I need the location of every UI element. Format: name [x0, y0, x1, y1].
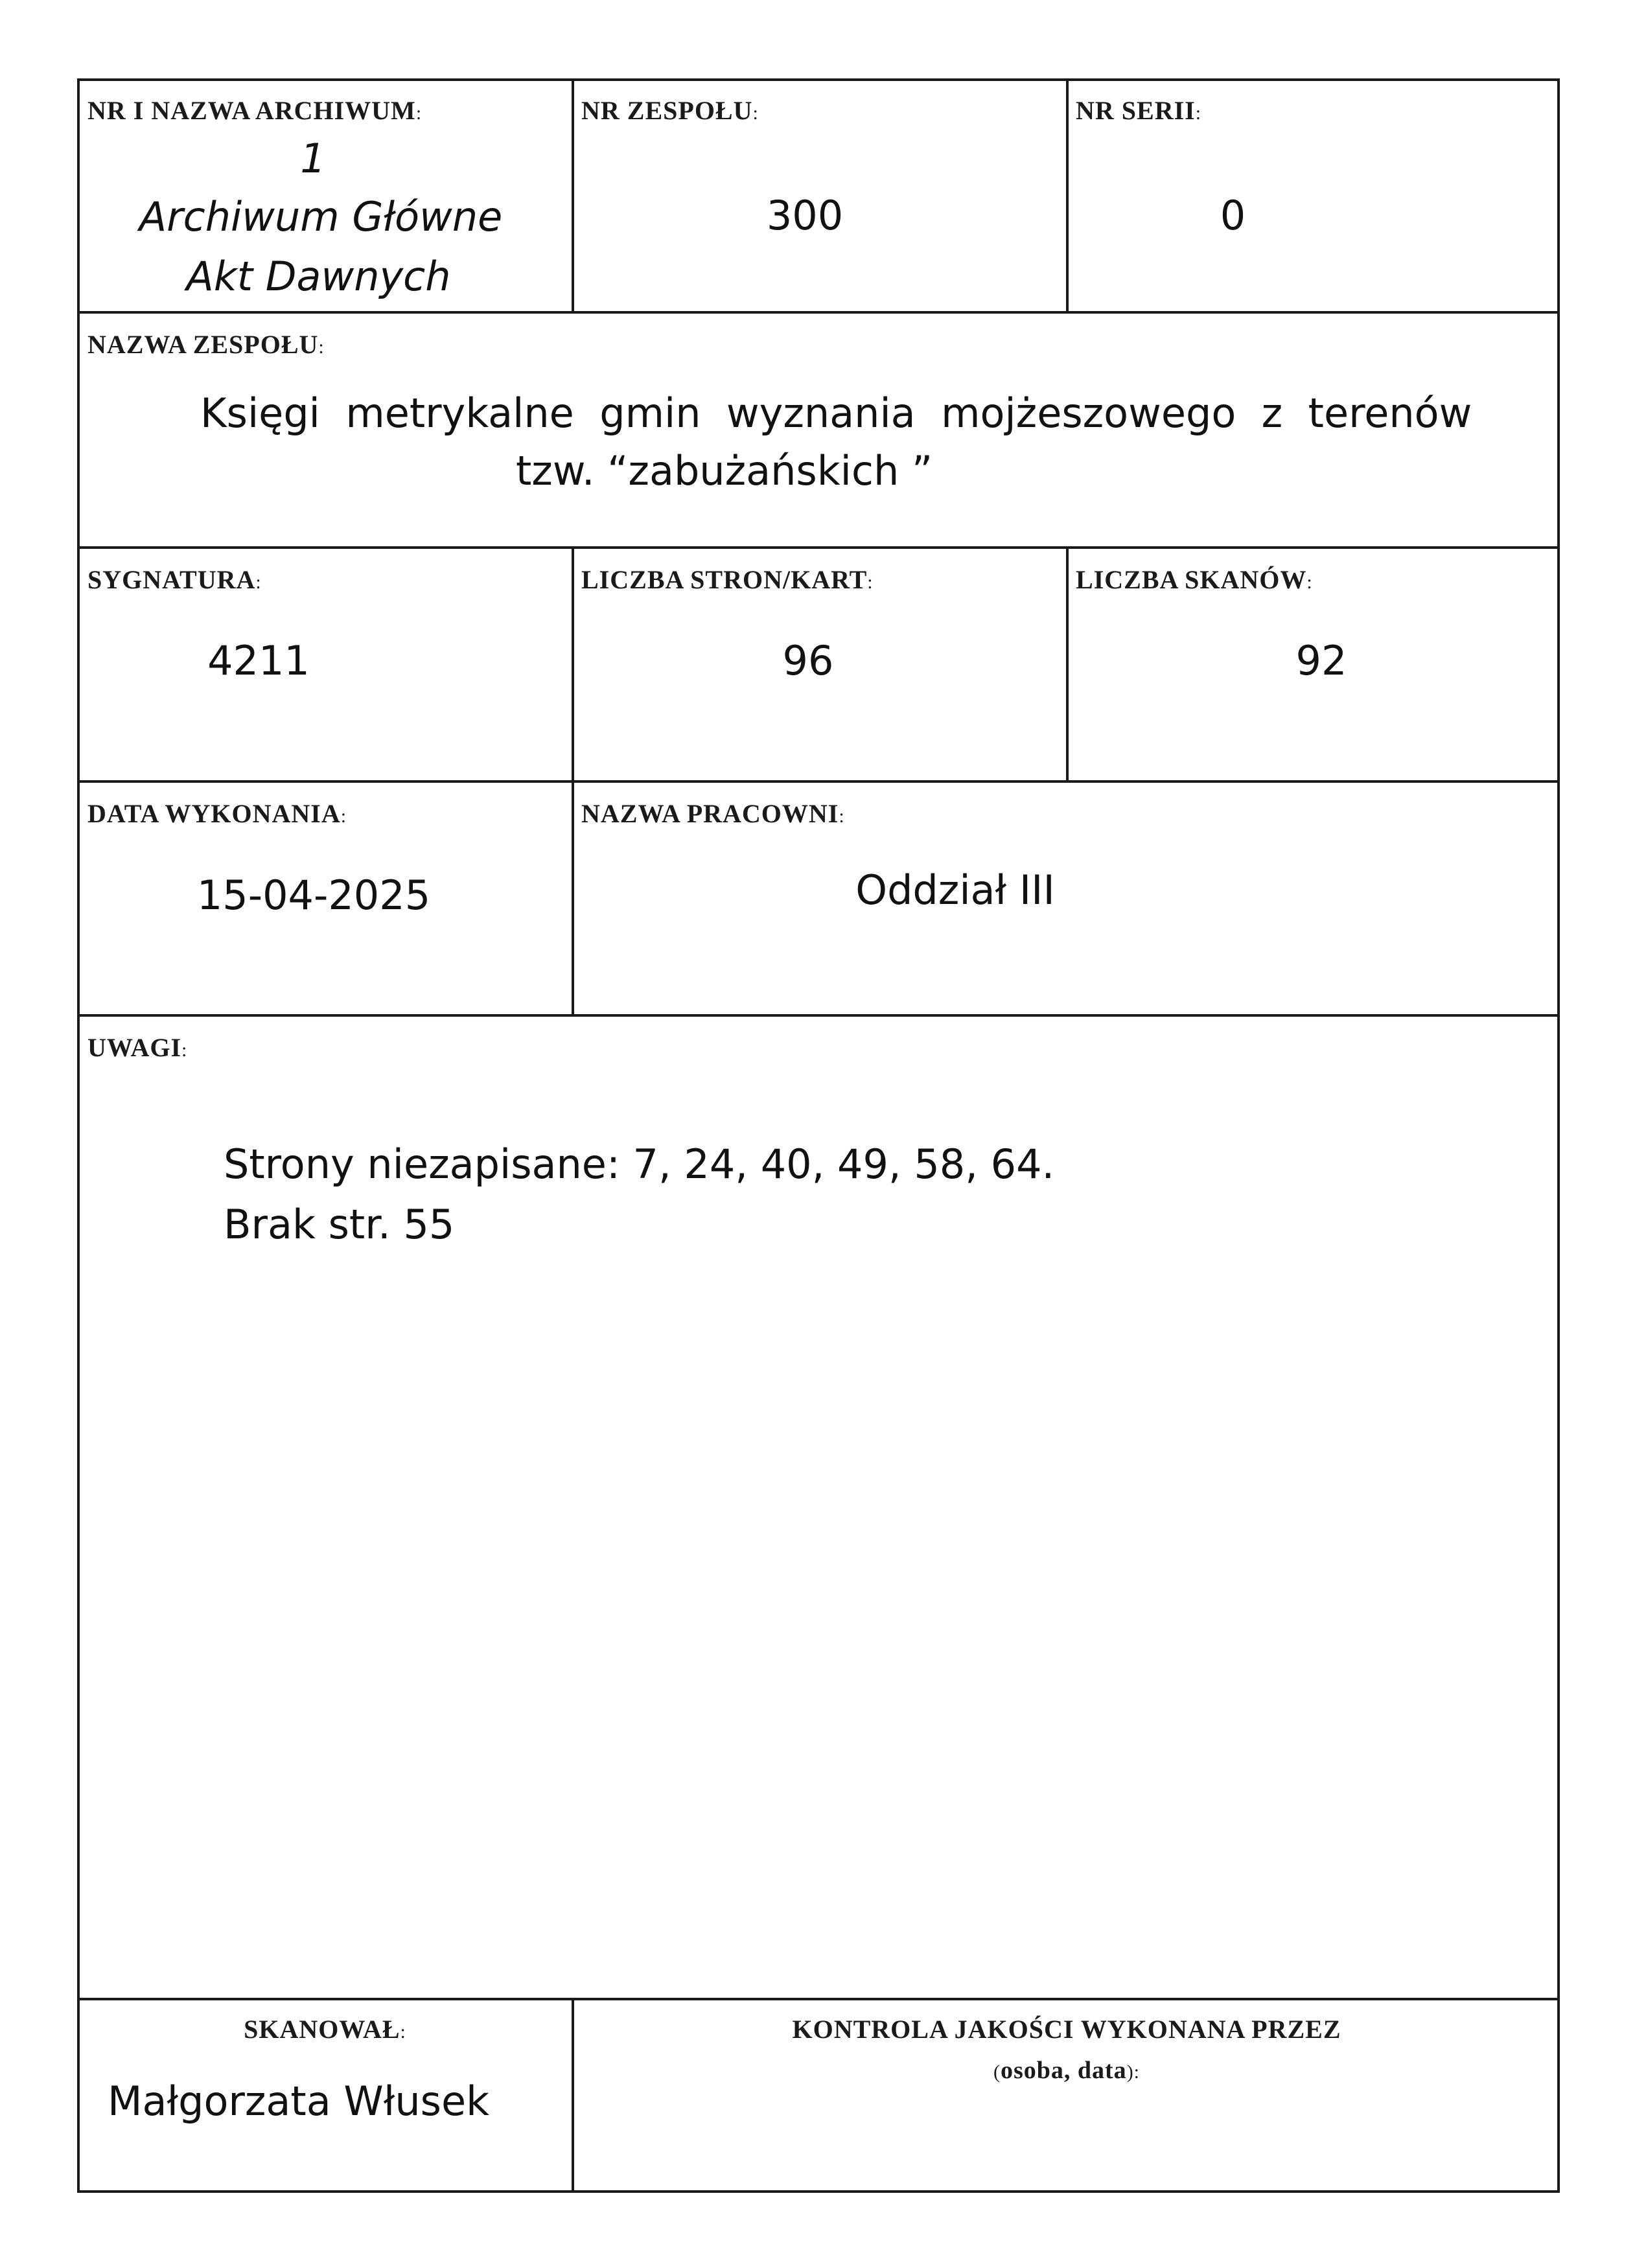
archive-name-line2: Akt Dawnych [186, 253, 451, 300]
signature-value: 4211 [207, 637, 310, 684]
row-divider [77, 1998, 1560, 2000]
archive-label: NR I NAZWA ARCHIWUM: [87, 96, 423, 125]
pages-count-label: LICZBA STRON/KART: [581, 565, 874, 594]
archive-name-line1: Archiwum Główne [139, 193, 503, 240]
archive-number: 1 [300, 135, 326, 182]
date-value: 15-04-2025 [196, 872, 431, 919]
pages-count-value: 96 [782, 637, 834, 684]
row-divider [77, 1014, 1560, 1017]
row-divider [77, 311, 1560, 314]
quality-control-label: KONTROLA JAKOŚCI WYKONANA PRZEZ [792, 2015, 1341, 2044]
workshop-value: Oddział III [855, 866, 1055, 914]
row-divider [77, 546, 1560, 549]
notes-line2: Brak str. 55 [224, 1201, 455, 1248]
fonds-name-label: NAZWA ZESPOŁU: [87, 330, 325, 359]
quality-control-sublabel: (osoba, data): [993, 2057, 1141, 2084]
fonds-name-line2: tzw. “zabużańskich ” [516, 447, 933, 494]
fonds-number-value: 300 [766, 192, 844, 239]
fonds-number-label: NR ZESPOŁU: [581, 96, 759, 125]
scanned-by-label: SKANOWAŁ: [244, 2015, 406, 2044]
notes-label: UWAGI: [87, 1033, 188, 1062]
fonds-name-line1: Księgi metrykalne gmin wyznania mojżeszowego z terenów [200, 389, 1472, 437]
row-divider [77, 780, 1560, 783]
series-number-label: NR SERII: [1076, 96, 1202, 125]
scanned-by-value: Małgorzata Włusek [108, 2077, 489, 2125]
workshop-label: NAZWA PRACOWNI: [581, 799, 845, 828]
scans-count-value: 92 [1295, 637, 1347, 684]
signature-label: SYGNATURA: [87, 565, 262, 594]
series-number-value: 0 [1220, 192, 1246, 239]
notes-line1: Strony niezapisane: 7, 24, 40, 49, 58, 64. [224, 1140, 1055, 1188]
date-label: DATA WYKONANIA: [87, 799, 347, 828]
scans-count-label: LICZBA SKANÓW: [1076, 565, 1313, 594]
